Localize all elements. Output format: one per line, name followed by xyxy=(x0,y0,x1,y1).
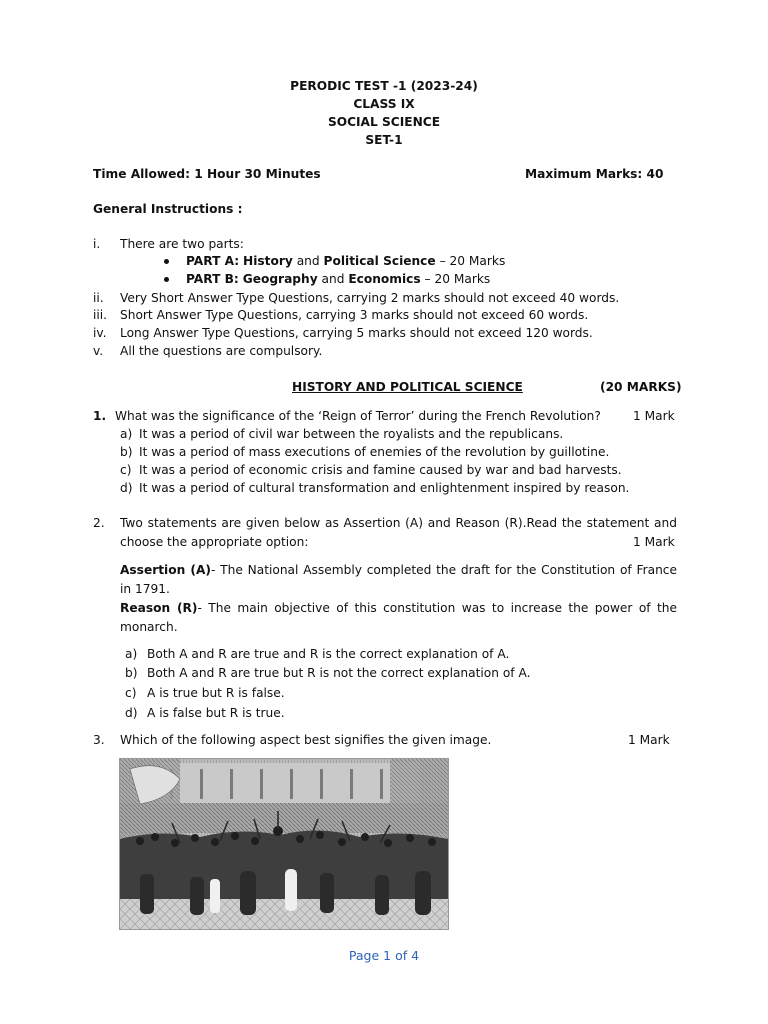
question-text: choose the appropriate option: xyxy=(120,535,309,549)
instruction-num: i. xyxy=(93,237,101,251)
instruction-num: v. xyxy=(93,344,104,358)
option-label: b) xyxy=(120,445,133,459)
option-text: A is true but R is false. xyxy=(147,686,285,700)
option-label: a) xyxy=(125,647,138,661)
part-a-line: PART A: History and Political Science – 20 Marks xyxy=(186,254,506,268)
reason-text: monarch. xyxy=(120,620,178,634)
bullet-icon xyxy=(164,259,169,264)
part-b-line: PART B: Geography and Economics – 20 Marks xyxy=(186,272,491,286)
option-text: Both A and R are true but R is not the correct explanation of A. xyxy=(147,666,531,680)
option-label: d) xyxy=(125,706,138,720)
set-title: SET-1 xyxy=(365,133,403,147)
time-allowed: Time Allowed: 1 Hour 30 Minutes xyxy=(93,167,321,181)
option-label: c) xyxy=(120,463,132,477)
question-number: 3. xyxy=(93,733,105,747)
instructions-title: General Instructions : xyxy=(93,202,243,216)
instruction-text: Long Answer Type Questions, carrying 5 marks should not exceed 120 words. xyxy=(120,326,593,340)
instruction-num: iv. xyxy=(93,326,107,340)
historical-engraving-image xyxy=(119,758,449,930)
instruction-text: Short Answer Type Questions, carrying 3 marks should not exceed 60 words. xyxy=(120,308,589,322)
section-marks: (20 MARKS) xyxy=(600,380,682,394)
question-marks: 1 Mark xyxy=(633,535,675,549)
option-text: A is false but R is true. xyxy=(147,706,285,720)
assertion-text: in 1791. xyxy=(120,582,170,596)
option-text: It was a period of civil war between the royalists and the republicans. xyxy=(139,427,564,441)
option-text: It was a period of cultural transformation and enlightenment inspired by reason. xyxy=(139,481,630,495)
section-title: HISTORY AND POLITICAL SCIENCE xyxy=(292,380,523,394)
option-label: b) xyxy=(125,666,138,680)
option-text: Both A and R are true and R is the correct explanation of A. xyxy=(147,647,510,661)
class-title: CLASS IX xyxy=(353,97,415,111)
test-title: PERODIC TEST -1 (2023-24) xyxy=(290,79,478,93)
subject-title: SOCIAL SCIENCE xyxy=(327,115,441,129)
option-text: It was a period of mass executions of enemies of the revolution by guillotine. xyxy=(139,445,610,459)
instruction-num: ii. xyxy=(93,291,104,305)
question-text: Two statements are given below as Assertion (A) and Reason (R).Read the statement and xyxy=(120,516,677,530)
instruction-num: iii. xyxy=(93,308,108,322)
question-number: 1. xyxy=(93,409,107,423)
max-marks: Maximum Marks: 40 xyxy=(525,167,664,181)
bullet-icon xyxy=(164,277,169,282)
instruction-text: All the questions are compulsory. xyxy=(120,344,323,358)
option-text: It was a period of economic crisis and famine caused by war and bad harvests. xyxy=(139,463,622,477)
question-marks: 1 Mark xyxy=(633,409,675,423)
question-number: 2. xyxy=(93,516,105,530)
option-label: a) xyxy=(120,427,133,441)
question-text: What was the significance of the ‘Reign of Terror’ during the French Revolution? xyxy=(115,409,601,423)
reason-text: Reason (R)- The main objective of this constitution was to increase the power of the xyxy=(120,601,677,615)
option-label: d) xyxy=(120,481,133,495)
question-text: Which of the following aspect best signifies the given image. xyxy=(120,733,492,747)
page-number: Page 1 of 4 xyxy=(348,948,420,963)
instruction-text: There are two parts: xyxy=(120,237,244,251)
question-marks: 1 Mark xyxy=(628,733,670,747)
assertion-text: Assertion (A)- The National Assembly completed the draft for the Constitution of France xyxy=(120,563,677,577)
instruction-text: Very Short Answer Type Questions, carrying 2 marks should not exceed 40 words. xyxy=(120,291,620,305)
option-label: c) xyxy=(125,686,137,700)
